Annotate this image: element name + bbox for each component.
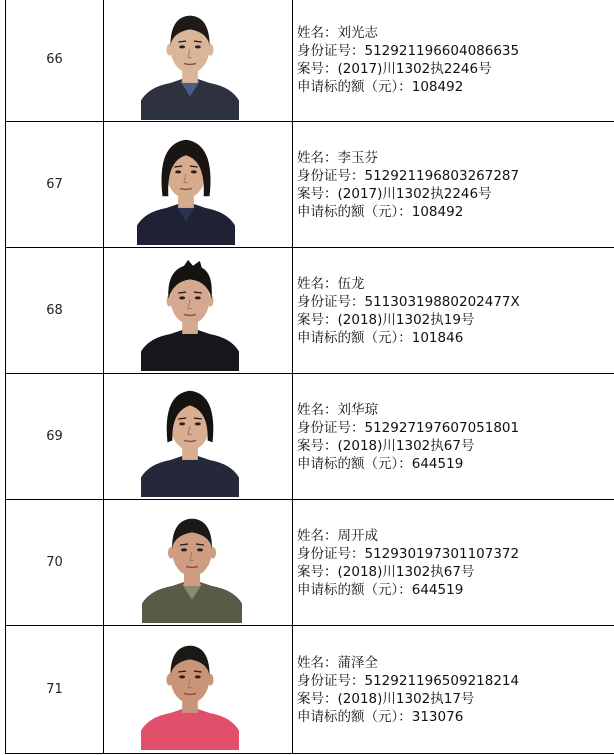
id-number: 512921196604086635 (364, 42, 520, 59)
id-number: 512930197301107372 (364, 545, 520, 562)
case-label: 案号： (297, 185, 338, 202)
amount-value: 108492 (411, 78, 464, 95)
id-label: 身份证号： (297, 672, 365, 689)
case-label: 案号： (297, 563, 338, 580)
row-number: 69 (6, 374, 104, 500)
info-cell (293, 122, 614, 248)
person-name: 蒲泽全 (337, 654, 378, 671)
table-row (6, 0, 614, 122)
row-number: 67 (6, 122, 104, 248)
name-line (297, 401, 614, 419)
table-row (6, 374, 614, 500)
id-number: 51130319880202477X (364, 293, 520, 310)
name-line (297, 527, 614, 545)
table-row (6, 122, 614, 248)
portrait-photo (137, 128, 235, 245)
amount-label: 申请标的额（元）： (297, 581, 412, 598)
case-line (297, 311, 614, 329)
amount-line (297, 78, 614, 96)
case-label: 案号： (297, 60, 338, 77)
row-number: 70 (6, 500, 104, 626)
case-label: 案号： (297, 311, 338, 328)
table-row (6, 626, 614, 754)
row-number: 68 (6, 248, 104, 374)
amount-line (297, 581, 614, 599)
id-label: 身份证号： (297, 419, 365, 436)
id-number: 512921196509218214 (364, 672, 520, 689)
name-line (297, 654, 614, 672)
id-label: 身份证号： (297, 293, 365, 310)
id-line (297, 545, 614, 563)
id-line (297, 293, 614, 311)
name-label: 姓名： (297, 654, 338, 671)
amount-line (297, 329, 614, 347)
amount-value: 108492 (411, 203, 464, 220)
case-number: (2018)川1302执67号 (337, 437, 475, 454)
case-label: 案号： (297, 437, 338, 454)
portrait-photo (142, 506, 242, 623)
name-label: 姓名： (297, 401, 338, 418)
amount-value: 644519 (411, 581, 464, 598)
debtor-table (5, 0, 614, 754)
row-number: 71 (6, 626, 104, 754)
id-line (297, 672, 614, 690)
info-cell (293, 626, 614, 754)
name-label: 姓名： (297, 149, 338, 166)
case-line (297, 563, 614, 581)
info-cell (293, 0, 614, 122)
person-name: 周开成 (337, 527, 378, 544)
id-number: 512921196803267287 (364, 167, 520, 184)
name-line (297, 24, 614, 42)
case-line (297, 60, 614, 78)
id-line (297, 167, 614, 185)
info-cell (293, 374, 614, 500)
info-cell (293, 248, 614, 374)
case-label: 案号： (297, 690, 338, 707)
table-row (6, 248, 614, 374)
amount-line (297, 455, 614, 473)
amount-label: 申请标的额（元）： (297, 78, 412, 95)
case-number: (2018)川1302执17号 (337, 690, 475, 707)
person-name: 李玉芬 (337, 149, 378, 166)
info-cell (293, 500, 614, 626)
amount-line (297, 203, 614, 221)
amount-line (297, 708, 614, 726)
row-number: 66 (6, 0, 104, 122)
amount-label: 申请标的额（元）： (297, 329, 412, 346)
name-label: 姓名： (297, 24, 338, 41)
portrait-photo (141, 254, 239, 371)
case-line (297, 185, 614, 203)
name-line (297, 149, 614, 167)
id-label: 身份证号： (297, 167, 365, 184)
case-number: (2018)川1302执67号 (337, 563, 475, 580)
case-number: (2017)川1302执2246号 (337, 60, 492, 77)
amount-value: 644519 (411, 455, 464, 472)
photo-cell (104, 374, 293, 500)
portrait-photo (141, 380, 239, 497)
case-number: (2018)川1302执19号 (337, 311, 475, 328)
portrait-photo (141, 633, 239, 750)
photo-cell (104, 500, 293, 626)
id-line (297, 419, 614, 437)
name-line (297, 275, 614, 293)
amount-label: 申请标的额（元）： (297, 708, 412, 725)
id-label: 身份证号： (297, 42, 365, 59)
name-label: 姓名： (297, 527, 338, 544)
name-label: 姓名： (297, 275, 338, 292)
id-label: 身份证号： (297, 545, 365, 562)
id-number: 512927197607051801 (364, 419, 520, 436)
photo-cell (104, 122, 293, 248)
case-line (297, 437, 614, 455)
id-line (297, 42, 614, 60)
table-row (6, 500, 614, 626)
portrait-photo (141, 3, 239, 120)
amount-value: 101846 (411, 329, 464, 346)
person-name: 伍龙 (337, 275, 365, 292)
case-number: (2017)川1302执2246号 (337, 185, 492, 202)
photo-cell (104, 626, 293, 754)
photo-cell (104, 0, 293, 122)
amount-label: 申请标的额（元）： (297, 455, 412, 472)
amount-value: 313076 (411, 708, 464, 725)
person-name: 刘华琼 (337, 401, 378, 418)
case-line (297, 690, 614, 708)
amount-label: 申请标的额（元）： (297, 203, 412, 220)
person-name: 刘光志 (337, 24, 378, 41)
photo-cell (104, 248, 293, 374)
